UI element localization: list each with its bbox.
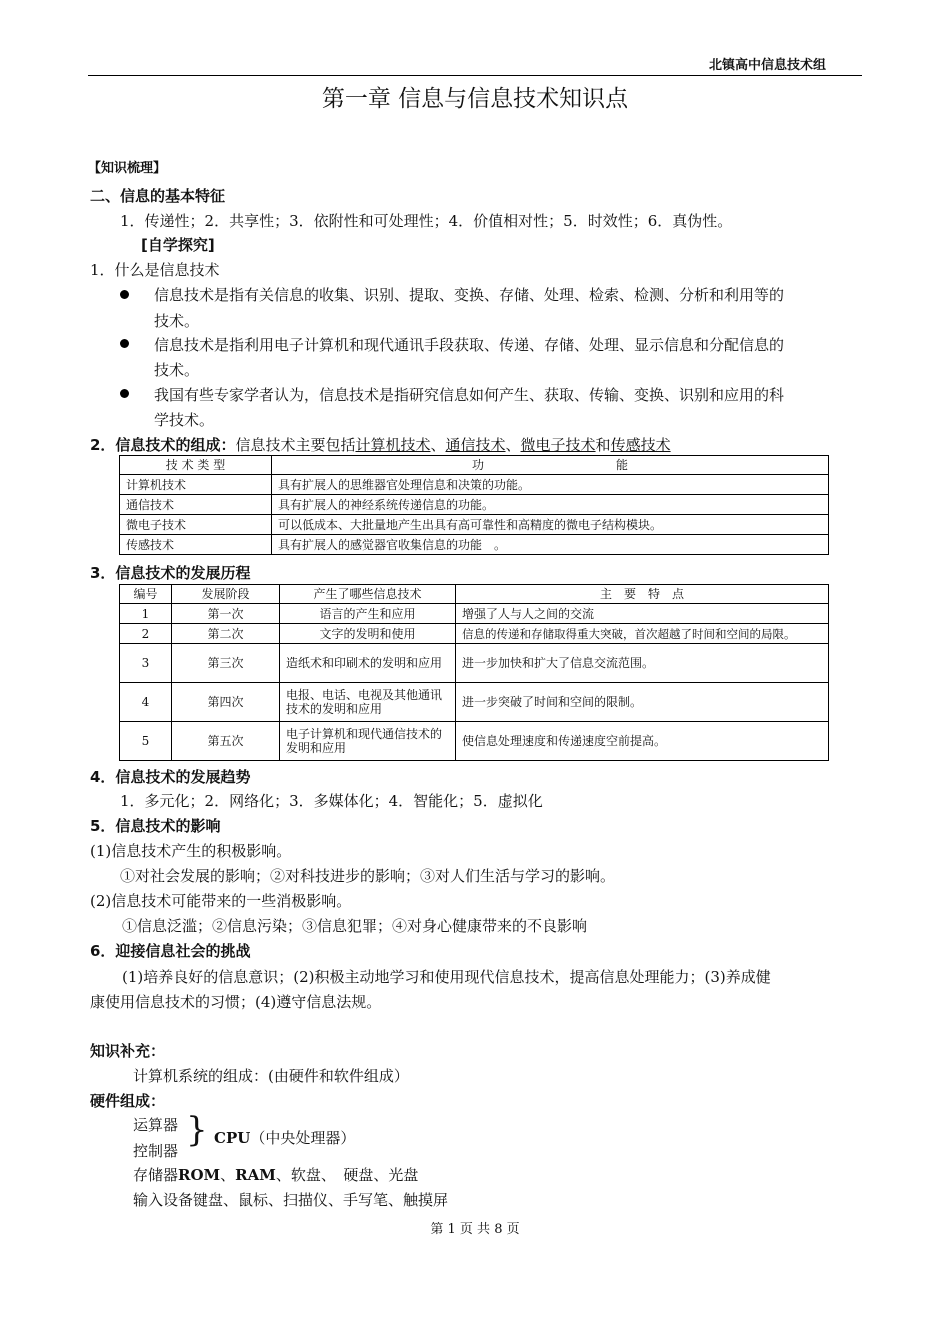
table-row [120, 604, 829, 624]
bullet-icon [120, 290, 129, 299]
table-cell: 可以低成本、大批量地产生出具有高可靠性和高精度的微电子结构模块。 [272, 515, 829, 535]
storage-rest: 、软盘、 硬盘、光盘 [275, 1166, 419, 1184]
table-cell: 5 [120, 722, 172, 761]
q5-negative: (2)信息技术可能带来的一些消极影响。 [90, 892, 352, 910]
table-cell: 电报、电话、电视及其他通讯技术的发明和应用 [280, 683, 456, 722]
bullet-icon [120, 339, 129, 348]
bullet-icon [120, 389, 129, 398]
table-cell: 3 [120, 644, 172, 683]
cpu-line [214, 1127, 355, 1148]
q6-line1: (1)培养良好的信息意识；(2)积极主动地学习和使用现代信息技术，提高信息处理能力；(3)养成健 [122, 968, 771, 986]
q2-intro: 信息技术主要包括 [235, 436, 356, 454]
table-row [120, 722, 829, 761]
q3-heading: 3．信息技术的发展历程 [90, 564, 251, 582]
supp-heading: 知识补充： [90, 1042, 166, 1060]
table-row [120, 515, 829, 535]
ram-label: RAM [235, 1166, 276, 1184]
table-cell: 电子计算机和现代通信技术的发明和应用 [280, 722, 456, 761]
title-suffix: 知识点 [559, 86, 629, 112]
control-unit-label: 控制器 [133, 1142, 179, 1160]
table-cell: 第五次 [172, 722, 280, 761]
table-cell: 增强了人与人之间的交流 [456, 604, 829, 624]
q2-tech-micro: 微电子技术 [520, 436, 596, 454]
q6-line2: 康使用信息技术的习惯；(4)遵守信息法规。 [90, 993, 382, 1011]
q1-b3-line2: 学技术。 [154, 411, 215, 429]
section-label: 【知识梳理】 [88, 161, 167, 176]
storage-label: 存储器 [133, 1166, 179, 1184]
table-row [120, 624, 829, 644]
q5-negative-items: ①信息泛滥；②信息污染；③信息犯罪；④对身心健康带来的不良影响 [122, 917, 588, 935]
q2-sep: 、 [505, 436, 521, 454]
alu-label: 运算器 [133, 1116, 179, 1134]
table-cell: 第一次 [172, 604, 280, 624]
q5-positive-items: ①对社会发展的影响；②对科技进步的影响；③对人们生活与学习的影响。 [120, 867, 616, 885]
table-header-cell: 发展阶段 [172, 585, 280, 604]
table-cell: 语言的产生和应用 [280, 604, 456, 624]
table-header-cell: 编号 [120, 585, 172, 604]
table-cell: 第三次 [172, 644, 280, 683]
header-rule [88, 75, 862, 76]
table-row [120, 495, 829, 515]
table-cell: 具有扩展人的思维器官处理信息和决策的功能。 [272, 475, 829, 495]
table-cell: 具有扩展人的神经系统传递信息的功能。 [272, 495, 829, 515]
table-header-cell: 主 要 特 点 [456, 585, 829, 604]
q4-trends: 1．多元化；2．网络化；3．多媒体化；4．智能化；5．虚拟化 [120, 792, 543, 810]
table-cell: 造纸术和印刷术的发明和应用 [280, 644, 456, 683]
table-header-cell: 功 能 [272, 456, 829, 475]
title-main: 第一章 信息与信息技术 [321, 86, 560, 112]
q6-heading: 6．迎接信息社会的挑战 [90, 942, 251, 960]
table-cell: 传感技术 [120, 535, 272, 555]
table-cell: 微电子技术 [120, 515, 272, 535]
table-cell: 具有扩展人的感觉器官收集信息的功能 。 [272, 535, 829, 555]
q4-heading: 4．信息技术的发展趋势 [90, 768, 251, 786]
q1-b1-line2: 技术。 [154, 312, 200, 330]
storage-line [133, 1164, 418, 1185]
table-cell: 信息的传递和存储取得重大突破，首次超越了时间和空间的局限。 [456, 624, 829, 644]
history-table [119, 584, 829, 761]
table-row [120, 644, 829, 683]
table-cell: 第二次 [172, 624, 280, 644]
table-cell: 2 [120, 624, 172, 644]
table-header-row [120, 585, 829, 604]
brace-icon: } [186, 1110, 208, 1150]
table-cell: 进一步加快和扩大了信息交流范围。 [456, 644, 829, 683]
q1-b2-line2: 技术。 [154, 361, 200, 379]
table-cell: 第四次 [172, 683, 280, 722]
table-row [120, 535, 829, 555]
q2-sep: 、 [430, 436, 446, 454]
q2-and: 和 [595, 436, 611, 454]
cpu-label: CPU [214, 1129, 251, 1147]
table-header-cell: 技 术 类 型 [120, 456, 272, 475]
storage-sep: 、 [220, 1166, 236, 1184]
tech-components-table [119, 455, 829, 555]
s2-heading: 二、信息的基本特征 [90, 187, 226, 205]
page-number: 第 1 页 共 8 页 [430, 1222, 520, 1237]
page-title [0, 80, 950, 113]
q5-positive: (1)信息技术产生的积极影响。 [90, 842, 292, 860]
q2-tech-computer: 计算机技术 [355, 436, 431, 454]
q2-heading: 2．信息技术的组成： [90, 436, 236, 454]
table-header-row [120, 456, 829, 475]
table-cell: 4 [120, 683, 172, 722]
q5-heading: 5．信息技术的影响 [90, 817, 221, 835]
table-row [120, 683, 829, 722]
header-org: 北镇高中信息技术组 [709, 58, 827, 73]
table-row [120, 475, 829, 495]
q1-b3-line1: 我国有些专家学者认为，信息技术是指研究信息如何产生、获取、传输、变换、识别和应用的科 [154, 386, 785, 404]
input-devices: 输入设备键盘、鼠标、扫描仪、手写笔、触摸屏 [133, 1191, 449, 1209]
table-cell: 通信技术 [120, 495, 272, 515]
table-cell: 1 [120, 604, 172, 624]
table-cell: 进一步突破了时间和空间的限制。 [456, 683, 829, 722]
self-study-label: [自学探究] [141, 236, 215, 254]
supp-system: 计算机系统的组成：(由硬件和软件组成） [133, 1067, 409, 1085]
q2-tech-sensor: 传感技术 [610, 436, 671, 454]
q2-line [90, 434, 671, 455]
table-header-cell: 产生了哪些信息技术 [280, 585, 456, 604]
s2-features: 1．传递性；2．共享性；3．依附性和可处理性；4．价值相对性；5．时效性；6．真伪性。 [120, 212, 733, 230]
rom-label: ROM [178, 1166, 221, 1184]
hw-heading: 硬件组成： [90, 1092, 166, 1110]
q1-b2-line1: 信息技术是指利用电子计算机和现代通讯手段获取、传递、存储、处理、显示信息和分配信息的 [154, 336, 785, 354]
q2-tech-comm: 通信技术 [445, 436, 506, 454]
table-cell: 文字的发明和使用 [280, 624, 456, 644]
cpu-desc: （中央处理器） [250, 1129, 356, 1147]
q1-b1-line1: 信息技术是指有关信息的收集、识别、提取、变换、存储、处理、检索、检测、分析和利用等的 [154, 286, 785, 304]
table-cell: 使信息处理速度和传递速度空前提高。 [456, 722, 829, 761]
table-cell: 计算机技术 [120, 475, 272, 495]
q1-heading: 1．什么是信息技术 [90, 261, 220, 279]
